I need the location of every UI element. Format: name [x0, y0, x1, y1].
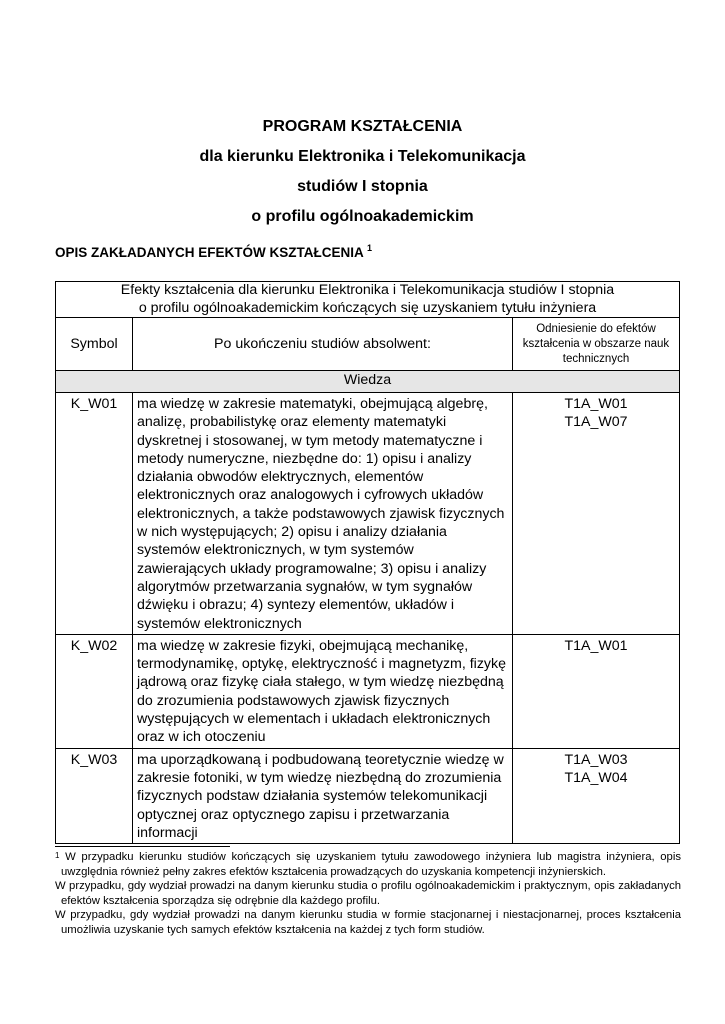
section-heading-text: OPIS ZAKŁADANYCH EFEKTÓW KSZTAŁCENIA — [55, 245, 364, 260]
table-row — [56, 634, 680, 748]
row-reference — [513, 393, 680, 635]
row-symbol: K_W03 — [56, 748, 133, 843]
table-caption — [56, 282, 680, 318]
footnote-text: W przypadku, gdy wydział prowadzi na danym kierunku studia o profilu ogólnoakademickim i praktycznym, opis zakładanych efektów kształcenia sporządza się odrębnie dla każdego profilu. — [55, 880, 681, 907]
program-title — [0, 112, 725, 232]
section-heading — [55, 245, 372, 260]
row-reference — [513, 748, 680, 843]
table-caption-line-2: o profilu ogólnoakademickim kończących się uzyskaniem tytułu inżyniera — [138, 299, 597, 316]
row-symbol: K_W02 — [56, 634, 133, 748]
title-line-3: studiów I stopnia — [297, 178, 428, 195]
table-header-row — [56, 318, 680, 371]
footnote-paragraph — [55, 850, 681, 879]
header-reference: Odniesienie do efektów kształcenia w obszarze nauk technicznych — [513, 318, 680, 371]
table-row — [56, 393, 680, 635]
header-description: Po ukończeniu studiów absolwent: — [133, 318, 513, 371]
row-description: ma wiedzę w zakresie matematyki, obejmującą algebrę, analizę, probabilistykę oraz elementy matematyki dyskretnej i stosowanej, w tym metody matematyczne i metody numeryczne, niezbędne do: 1) opisu i analizy działania obwodów elektrycznych, elementów elektronicznych oraz analogowych i cyfrowych układów elektronicznych, a także podstawowych zjawisk fizycznych w nich występujących; 2) opisu i analizy działania systemów elektronicznych, w tym systemów zawierających układy programowalne; 3) opisu i analizy algorytmów przetwarzania sygnałów, w tym sygnałów dźwięku i obrazu; 4) syntezy elementów, układów i systemów elektronicznych — [133, 393, 513, 635]
row-reference — [513, 634, 680, 748]
header-symbol: Symbol — [56, 318, 133, 371]
footnote-divider — [55, 846, 230, 847]
row-reference-code: T1A_W01 — [564, 637, 628, 654]
table-caption-row — [56, 282, 680, 318]
title-line-4: o profilu ogólnoakademickim — [251, 208, 474, 225]
row-reference-code: T1A_W07 — [564, 414, 628, 430]
row-description: ma wiedzę w zakresie fizyki, obejmującą mechanikę, termodynamikę, optykę, elektryczność i magnetyzm, fizykę jądrową oraz fizykę ciała stałego, w tym wiedzę niezbędną do zrozumienia podstawowych zjawisk fizycznych występujących w elementach i układach elektronicznych oraz w ich otoczeniu — [133, 634, 513, 748]
table-row — [56, 748, 680, 843]
learning-outcomes-table — [55, 281, 680, 844]
group-label: Wiedza — [56, 371, 680, 393]
footnote-paragraph — [55, 908, 681, 937]
row-description: ma uporządkowaną i podbudowaną teoretycznie wiedzę w zakresie fotoniki, w tym wiedzę niezbędną do zrozumienia fizycznych podstaw działania systemów telekomunikacji optycznej oraz optycznego zapisu i przetwarzania informacji — [133, 748, 513, 843]
table-caption-line-1: Efekty kształcenia dla kierunku Elektronika i Telekomunikacja studiów I stopnia — [120, 282, 615, 298]
footnote-paragraph — [55, 879, 681, 908]
group-row — [56, 371, 680, 393]
row-reference-code: T1A_W01 — [564, 396, 628, 412]
footnotes — [55, 850, 681, 937]
footnote-marker: 1 — [55, 851, 60, 860]
row-reference-code: T1A_W04 — [564, 769, 628, 786]
row-symbol: K_W01 — [56, 393, 133, 635]
footnote-text: W przypadku kierunku studiów kończących się uzyskaniem tytułu zawodowego inżyniera lub magistra inżyniera, opis uwzględnia również pełny zakres efektów kształcenia prowadzących do uzyskania kompetencji inżynierskich. — [61, 851, 681, 878]
title-line-2: dla kierunku Elektronika i Telekomunikacja — [199, 148, 526, 165]
row-reference-code: T1A_W03 — [564, 751, 628, 768]
title-line-1: PROGRAM KSZTAŁCENIA — [262, 118, 463, 135]
footnote-text: W przypadku, gdy wydział prowadzi na danym kierunku studia w formie stacjonarnej i niestacjonarnej, proces kształcenia umożliwia uzyskanie tych samych efektów kształcenia na każdej z tych form studiów. — [55, 909, 681, 936]
footnote-reference[interactable]: 1 — [367, 243, 373, 253]
